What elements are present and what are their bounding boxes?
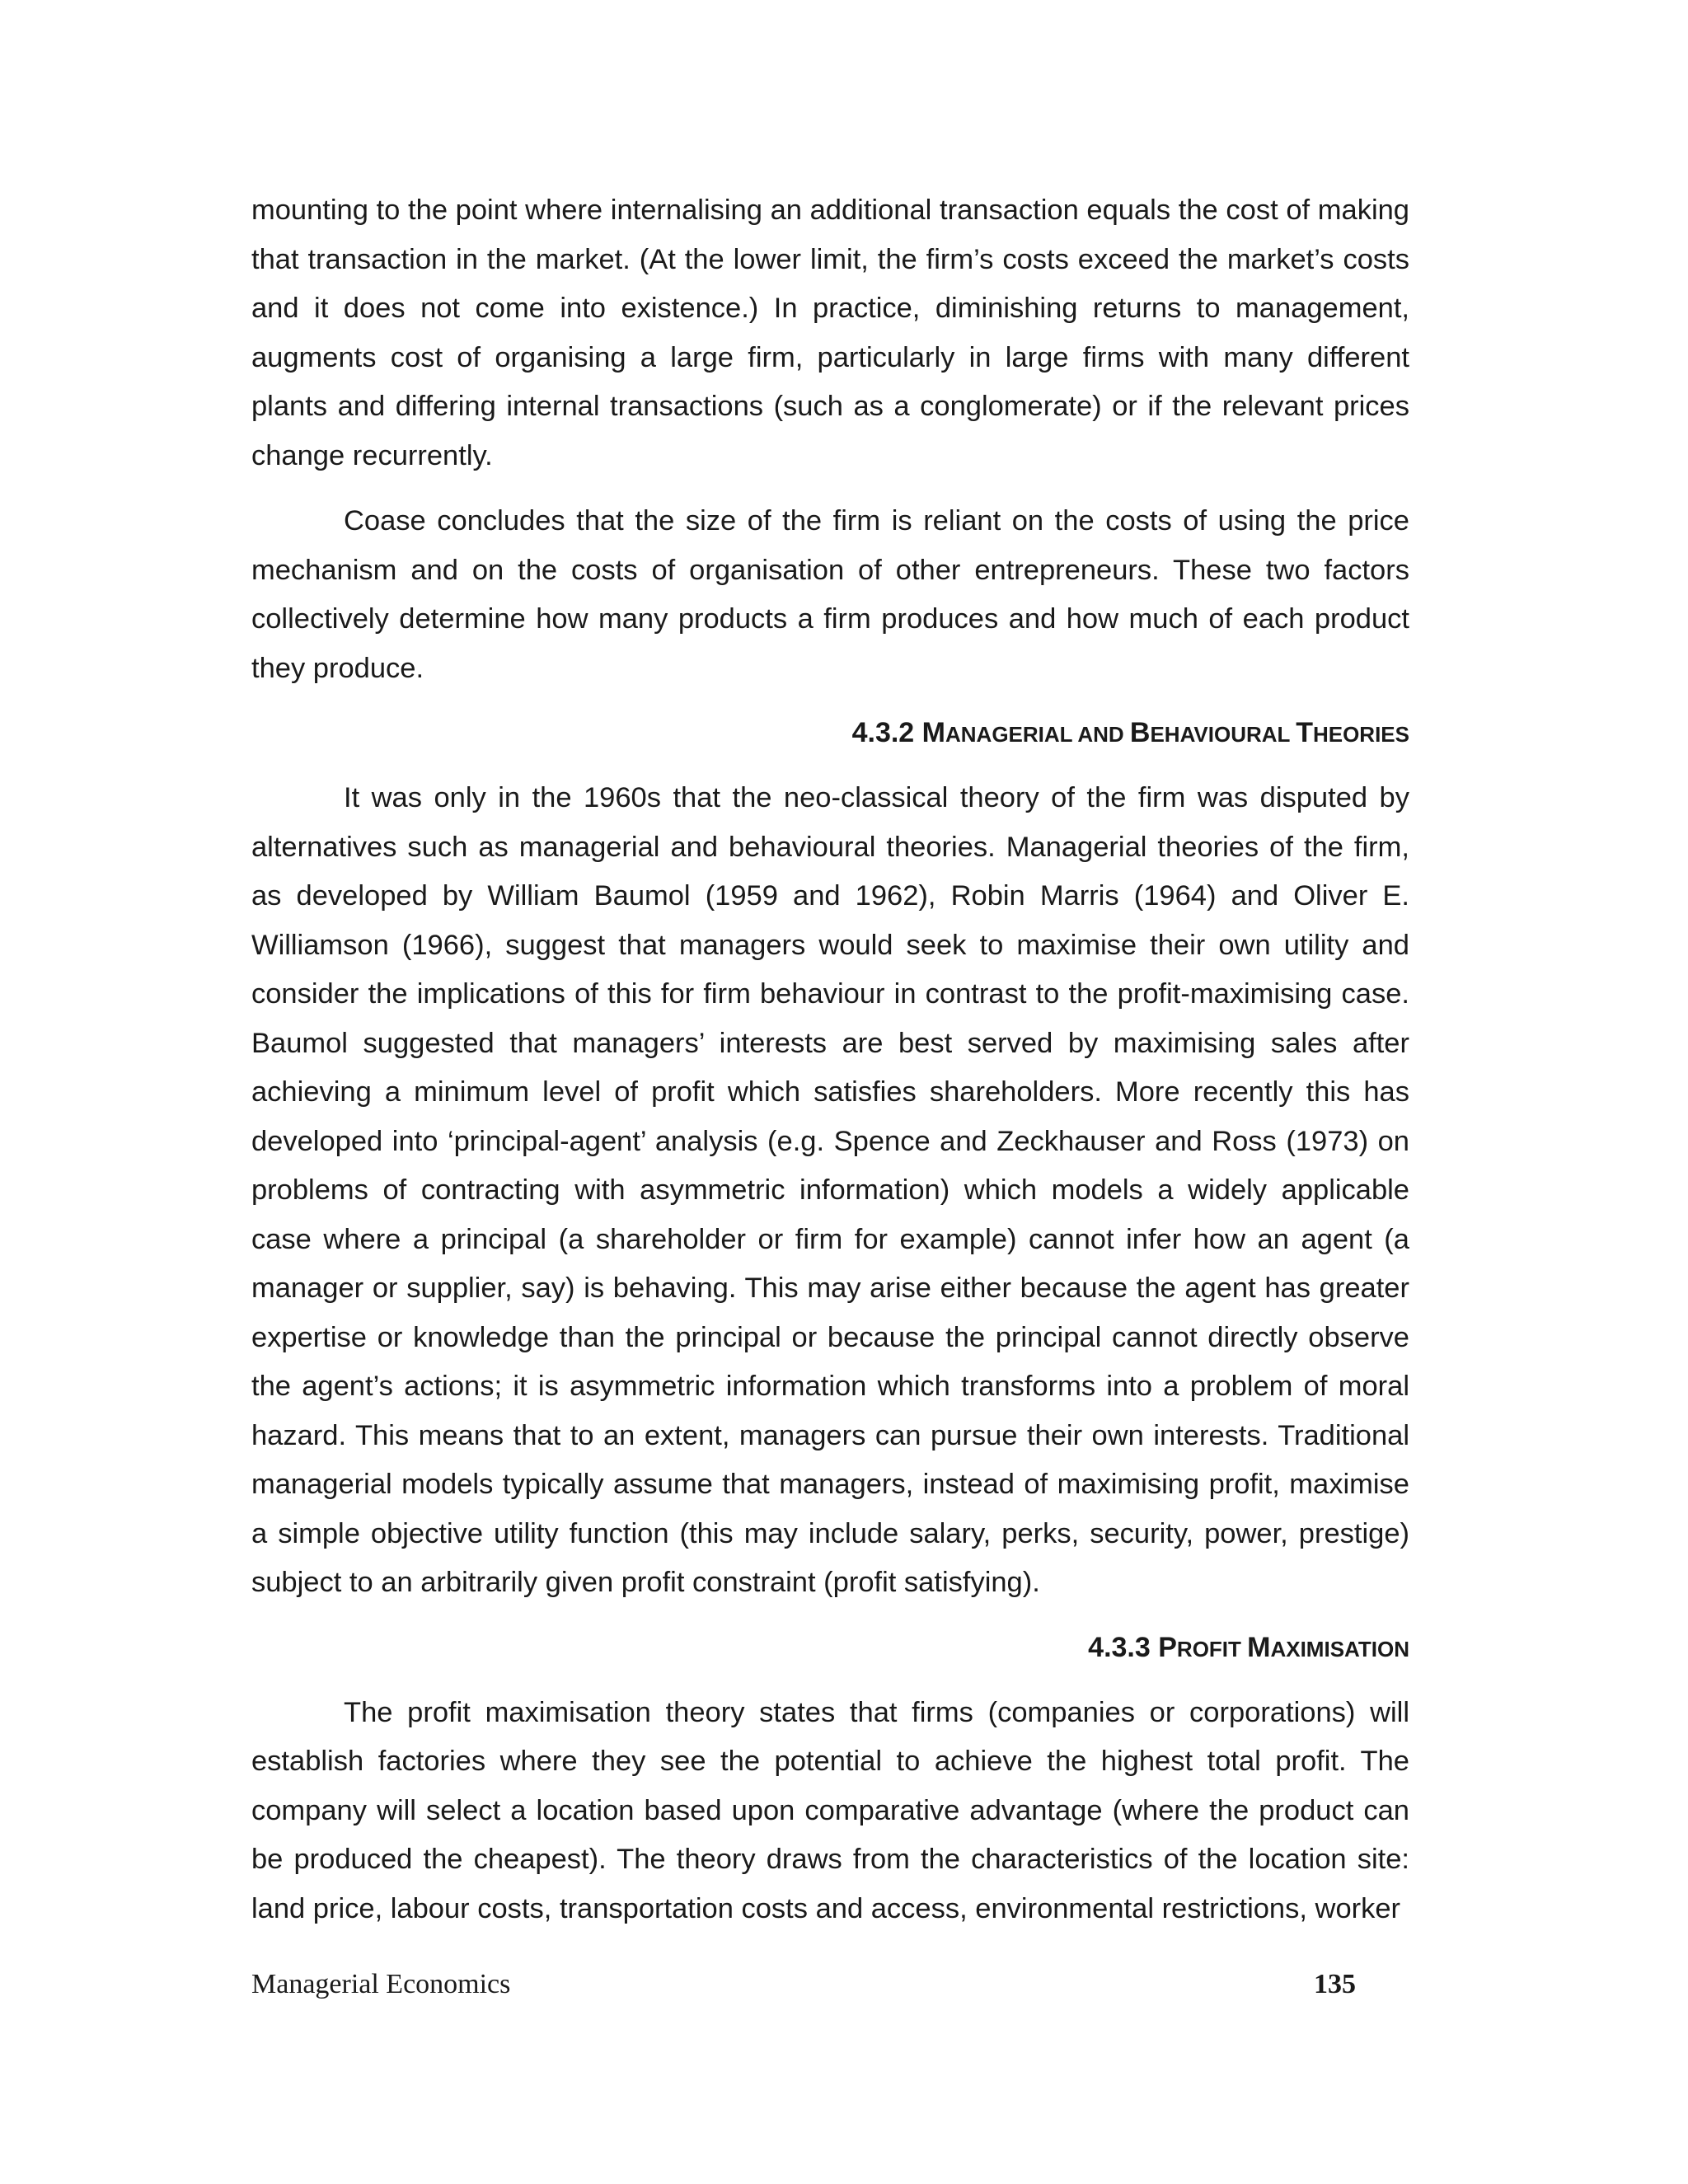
heading-initial: P — [1158, 1631, 1177, 1663]
section-heading-profit-maximisation — [251, 1624, 1409, 1672]
heading-smallcaps: ANAGERIAL AND — [945, 722, 1130, 747]
heading-initial: M — [1247, 1631, 1271, 1663]
heading-smallcaps: HEORIES — [1312, 722, 1409, 747]
heading-smallcaps: EHAVIOURAL — [1150, 722, 1296, 747]
paragraph-coase-size: mounting to the point where internalising an additional transaction equals the cost of making that transaction in the market. (At the lower limit, the firm’s costs exceed the market’s costs and it does not come into existence.) In practice, diminishing returns to management, augments cost of organising a large firm, particularly in large firms with many different plants and differing internal transactions (such as a conglomerate) or if the relevant prices change recurrently. — [251, 194, 1409, 471]
heading-smallcaps: AXIMISATION — [1270, 1636, 1409, 1661]
paragraph-profit-maximisation: The profit maximisation theory states that firms (companies or corporations) will establish factories where they see the potential to achieve the highest total profit. The company will select a location based upon comparative advantage (where the product can be produced the cheapest). The theory draws from the characteristics of the location site: land price, labour costs, transportation costs and access, environmental restrictions, worker — [251, 1696, 1409, 1924]
footer-page-number: 135 — [1314, 1969, 1356, 1999]
heading-smallcaps: ROFIT — [1176, 1636, 1248, 1661]
heading-initial: M — [921, 717, 945, 748]
heading-initial: T — [1296, 717, 1313, 748]
heading-initial: B — [1129, 717, 1151, 748]
paragraph-managerial-theories: It was only in the 1960s that the neo-classical theory of the firm was disputed by alternatives such as managerial and behavioural theories. Managerial theories of the firm, as developed by William Baumol (1959 and 1962), Robin Marris (1964) and Oliver E. Williamson (1966), suggest that managers would seek to maximise their own utility and consider the implications of this for firm behaviour in contrast to the profit-maximising case. Baumol suggested that managers’ interests are best served by maximising sales after achieving a minimum level of profit which satisfies shareholders. More recently this has developed into ‘principal-agent’ analysis (e.g. Spence and Zeckhauser and Ross (1973) on problems of contracting with asymmetric information) which models a widely applicable case where a principal (a shareholder or firm for example) cannot infer how an agent (a manager or supplier, say) is behaving. This may arise either because the agent has greater expertise or knowledge than the principal or because the principal cannot directly observe the agent’s actions; it is asymmetric information which transforms into a problem of moral hazard. This means that to an extent, managers can pursue their own interests. Traditional managerial models typically assume that managers, instead of maximising profit, maximise a simple objective utility function (this may include salary, perks, security, power, prestige) subject to an arbitrarily given profit constraint (profit satisfying). — [251, 782, 1409, 1598]
page-content — [251, 186, 1409, 1950]
section-number: 4.3.2 — [851, 717, 922, 748]
footer-book-title: Managerial Economics — [251, 1969, 511, 1999]
paragraph-coase-conclusion: Coase concludes that the size of the firm is reliant on the costs of using the price mechanism and on the costs of organisation of other entrepreneurs. These two factors collectively determine how many products a firm produces and how much of each product they produce. — [251, 505, 1409, 684]
section-heading-managerial-behavioural — [251, 710, 1409, 757]
section-number: 4.3.3 — [1088, 1631, 1159, 1663]
